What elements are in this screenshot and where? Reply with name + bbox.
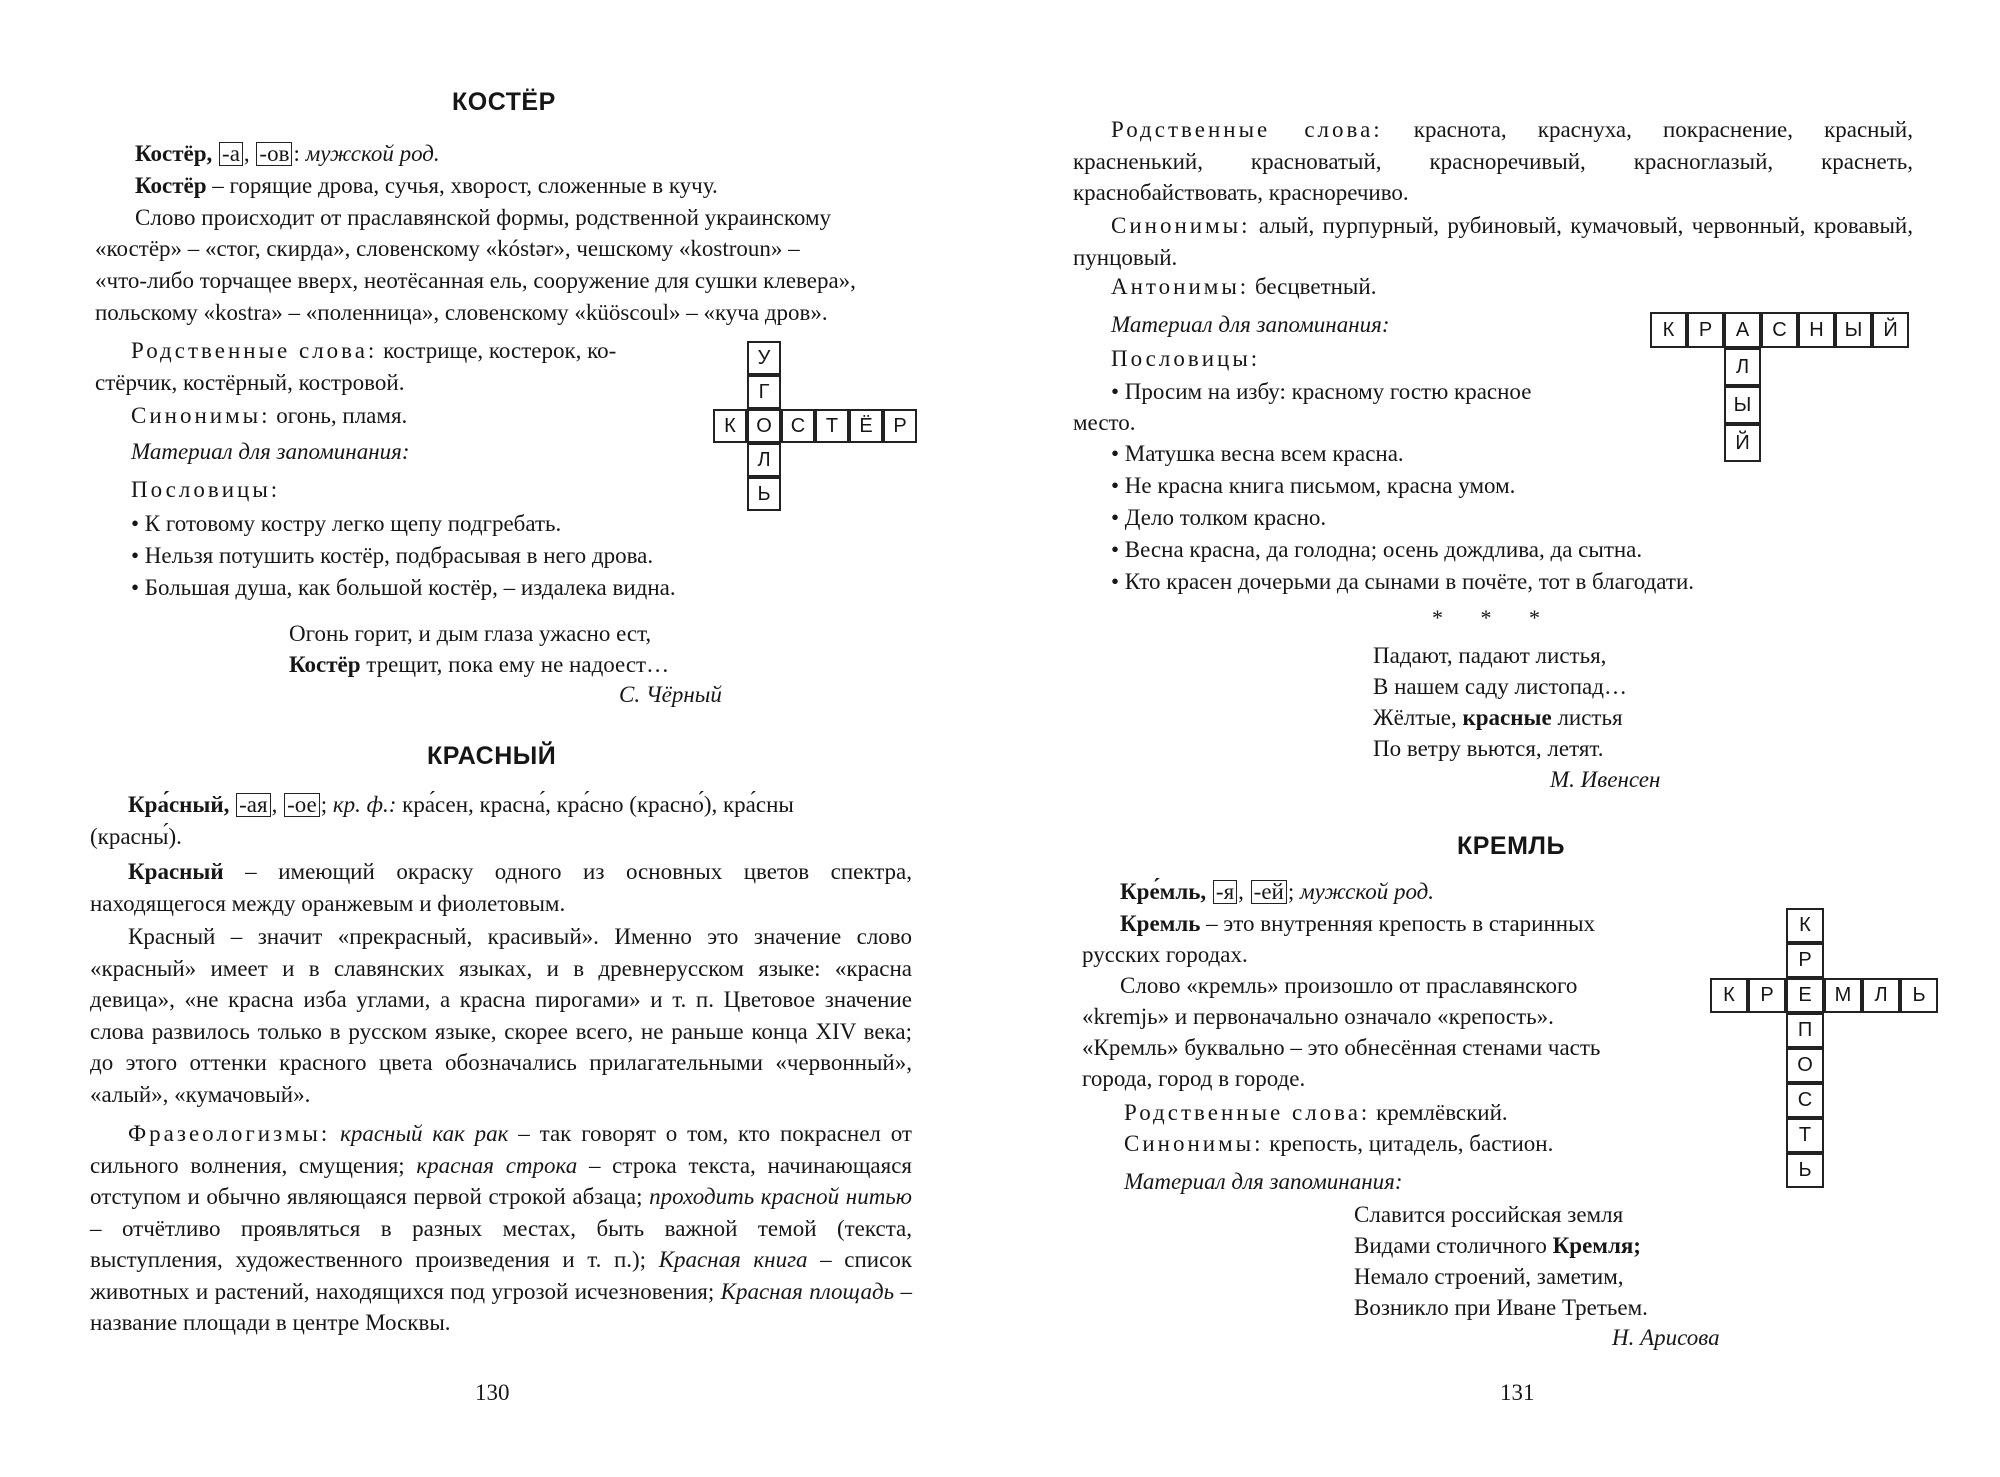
crossword-cell: О [1786,1048,1824,1083]
ending-box: -ое [284,793,320,817]
synonyms-krasny [1073,210,1913,273]
crossword-cell: У [747,341,781,375]
proverb-item: • К готовому костру легко щепу подгребать. [131,511,562,536]
poem-author: Н. Арисова [1612,1325,1720,1350]
synonyms-text: крепость, цитадель, бастион. [1263,1131,1554,1156]
phrase-italic: красная строка [416,1152,578,1178]
ending-box: -ов [256,142,292,166]
poem-kreml [1354,1199,1648,1323]
poem-text: Жёлтые, [1373,705,1463,730]
phrase-text: – так говорят о том, кто покраснел от сильного волнения, смущения; [90,1121,912,1178]
proverbs-label: Пословицы: [1111,346,1261,371]
synonyms-label: Синонимы: [1124,1131,1264,1156]
crossword-cell: Й [1724,424,1761,462]
poem-line: Огонь горит, и дым глаза ужасно ест, [289,621,652,646]
antonyms-krasny [1111,272,1376,302]
poem-line [1373,702,1627,733]
gender-label: мужской род. [305,141,440,166]
proverbs-list-koster [131,508,676,604]
right-page [1000,0,2000,1477]
related-words-koster [131,336,616,366]
crossword-cell: Ь [1786,1153,1824,1188]
page-number: 131 [1500,1380,1535,1405]
related-text: краснота, краснуха, покраснение, красный, красненький, красноватый, красноречивый, красноглазый, краснеть, краснобайствовать, красноречиво. [1073,117,1913,205]
crossword-cell: Г [747,375,781,409]
crossword-cell: Й [1872,312,1909,348]
proverb-item: • Нельзя потушить костёр, подбрасывая в него дрова. [131,543,654,568]
crossword-cell: Л [1724,348,1761,386]
headword-line-kreml: Кре́мль, -я , -ей ; мужской род. [1120,879,1435,904]
poem-bold-word: Кремля; [1552,1233,1641,1258]
etymology-line: Слово «кремль» произошло от праславянского [1120,973,1578,998]
headword: Кре́мль, [1120,879,1207,904]
etymology-line: «что-либо торчащее вверх, неотёсанная ель, сооружение для сушки клевера», [95,268,856,293]
etymology-line: «костёр» – «стог, скирда», словенскому «kóstər», чешскому «kostroun» – [95,236,800,261]
ending-box: -ая [236,793,270,817]
ending-box: -ей [1251,880,1287,904]
phrase-text: – строка текста, начинающаяся отступом и обычно являющаяся первой строкой абзаца; [90,1152,912,1209]
phrase-italic: красный как рак [340,1121,509,1146]
phrase-text: – название площади в центре Москвы. [90,1278,913,1335]
proverb-item: • Матушка весна всем красна. [1111,441,1404,466]
crossword-cell: П [1786,1013,1824,1048]
synonyms-text: огонь, пламя. [270,403,408,428]
crossword-cell: К [1786,908,1824,943]
crossword-cell: Е [1786,978,1824,1013]
poem-text: Видами столичного [1354,1233,1553,1258]
proverb-item: • Дело толком красно. [1111,505,1327,530]
crossword-cell: О [747,409,781,443]
crossword-cell: Л [747,443,781,477]
etymology-line: Слово происходит от праславянской формы, родственной украинскому [135,205,831,230]
related-text: кремлёвский. [1370,1100,1508,1125]
proverbs-list-krasny [1111,438,1694,598]
ending-box: -я [1213,880,1237,904]
antonyms-text: бесцветный. [1249,274,1377,299]
headword-line-krasny: Кра́сный, -ая , -ое ; кр. ф.: кра́сен, красна́, кра́сно (красно́), кра́сны [128,792,794,817]
etymology-line: польскому «kostra» – «поленница», словенскому «küöscoul» – «куча дров». [95,300,828,325]
ending-box: -а [219,142,243,166]
crossword-cell: Т [815,409,849,443]
short-form-label: кр. ф.: [332,792,397,817]
crossword-cell: С [1761,312,1798,348]
meaning-krasny: Красный – значит «прекрасный, красивый». Именно это значение слово «красный» имеет и в славянских языках, и в древнерусском языке: «красна девица», «не красна изба углами, а красна пирогами» и т. п. Цветовое значение слова развилось только в русском языке, скорее всего, не раньше конца XIV века; до этого оттенки красного цвета обозначались прилагательными «червонный», «алый», «кумачовый». [90,924,912,1107]
material-label: Материал для запоминания: [1124,1169,1403,1194]
crossword-cell: Р [1748,978,1786,1013]
entry-title-kreml: КРЕМЛЬ [1457,832,1565,860]
related-words-koster-cont: стёрчик, костёрный, костровой. [95,370,405,395]
poem-line: Падают, падают листья, [1373,643,1607,668]
related-label: Родственные слова: [131,338,378,363]
poem-bold-word: красные [1462,705,1552,730]
phrase-italic: Красная книга [658,1247,808,1272]
related-text: кострище, костерок, ко- [377,338,617,363]
headword: Костёр, [135,141,213,166]
crossword-cell: Ё [849,409,883,443]
definition-text: – горящие дрова, сучья, хворост, сложенные в кучу. [206,173,718,198]
crossword-cell: Т [1786,1118,1824,1153]
synonyms-kreml [1124,1129,1553,1159]
entry-title-krasny: КРАСНЫЙ [427,742,557,770]
crossword-cell: К [1710,978,1748,1013]
etymology-line: города, город в городе. [1082,1066,1306,1091]
definition-text: – имеющий окраску одного из основных цветов спектра, находящегося между оранжевым и фиолетовым. [90,859,912,916]
proverb-item: • Не красна книга письмом, красна умом. [1111,473,1516,498]
crossword-cell: Н [1798,312,1835,348]
crossword-cell: М [1824,978,1862,1013]
related-words-krasny [1073,114,1913,209]
synonyms-label: Синонимы: [131,403,271,428]
poem-line: Немало строений, заметим, [1354,1264,1624,1289]
headword-line-koster: Костёр, -а , -ов : мужской род. [135,141,440,166]
definition-kreml-cont: русских городах. [1082,942,1248,967]
short-forms-cont: (красны́). [90,824,182,849]
poem-line [1354,1230,1648,1261]
related-label: Родственные слова: [1111,117,1383,142]
antonyms-label: Антонимы: [1111,274,1250,299]
poem-krasny [1373,640,1627,764]
crossword-cell: Л [1862,978,1900,1013]
phrase-italic: Красная площадь [720,1278,895,1304]
headword: Кра́сный, [128,792,230,817]
gender-label: мужской род. [1300,879,1435,904]
poem-line: В нашем саду листопад… [1373,674,1627,699]
short-forms: кра́сен, красна́, кра́сно (красно́), кра́сны [396,792,794,817]
definition-koster [135,171,718,201]
crossword-cell: Ы [1835,312,1872,348]
poem-line: Возникло при Иване Третьем. [1354,1295,1648,1320]
poem-text: листья [1551,705,1623,730]
poem-koster [289,618,669,680]
crossword-cell: Ы [1724,386,1761,424]
page-number: 130 [475,1380,510,1405]
material-label: Материал для запоминания: [131,439,410,464]
poem-line-rest: трещит, пока ему не надоест… [360,652,670,677]
phraseologisms-label: Фразеологизмы: [128,1121,331,1146]
crossword-cell: Р [883,409,917,443]
crossword-cell: Ь [1900,978,1938,1013]
poem-bold-word: Костёр [289,652,361,677]
crossword-cell: Ь [747,477,781,511]
poem-line: По ветру вьются, летят. [1373,736,1604,761]
proverb-item-cont: место. [1073,410,1136,435]
poem-author: С. Чёрный [619,682,722,707]
phrase-italic: проходить красной нитью [649,1184,912,1209]
phraseologisms-krasny [90,1118,912,1339]
etymology-line: «Кремль» буквально – это обнесённая стенами часть [1082,1035,1601,1060]
proverb-item: • Большая душа, как большой костёр, – издалека видна. [131,575,676,600]
proverb-item: • Весна красна, да голодна; осень дождлива, да сытна. [1111,537,1643,562]
crossword-cell: А [1724,312,1761,348]
crossword-cell: С [781,409,815,443]
definition-kreml [1120,909,1595,939]
definition-head: Кремль [1120,911,1201,936]
definition-text: – это внутренняя крепость в старинных [1200,911,1596,936]
etymology-line: «kremjь» и первоначально означало «крепость». [1082,1004,1554,1029]
related-words-kreml [1124,1098,1508,1128]
poem-line [289,649,669,680]
proverbs-label: Пословицы: [131,477,281,502]
crossword-cell: Р [1786,943,1824,978]
poem-author: М. Ивенсен [1550,767,1661,792]
definition-krasny [90,856,912,919]
poem-line: Славится российская земля [1354,1202,1624,1227]
crossword-cell: Р [1687,312,1724,348]
material-label: Материал для запоминания: [1111,312,1390,337]
section-divider: * * * [1432,605,1556,630]
phrase-text: – отчётливо проявляться в разных местах, быть важной темой (текста, выступления, художественного произведения и т. п.); [90,1215,912,1272]
crossword-cell: К [713,409,747,443]
related-label: Родственные слова: [1124,1100,1371,1125]
crossword-cell: К [1650,312,1687,348]
definition-head: Красный [128,859,224,884]
crossword-cell: С [1786,1083,1824,1118]
definition-head: Костёр [135,173,207,198]
entry-title-koster: КОСТЁР [452,88,556,116]
synonyms-label: Синонимы: [1111,213,1251,238]
synonyms-text: алый, пурпурный, рубиновый, кумачовый, червонный, кровавый, пунцовый. [1073,213,1913,270]
proverb-item: • Кто красен дочерьми да сынами в почёте, тот в благодати. [1111,569,1694,594]
synonyms-koster [131,401,407,431]
phrase-text: – список животных и растений, находящихся под угрозой исчезновения; [90,1247,912,1304]
proverb-item: • Просим на избу: красному гостю красное [1111,379,1532,404]
